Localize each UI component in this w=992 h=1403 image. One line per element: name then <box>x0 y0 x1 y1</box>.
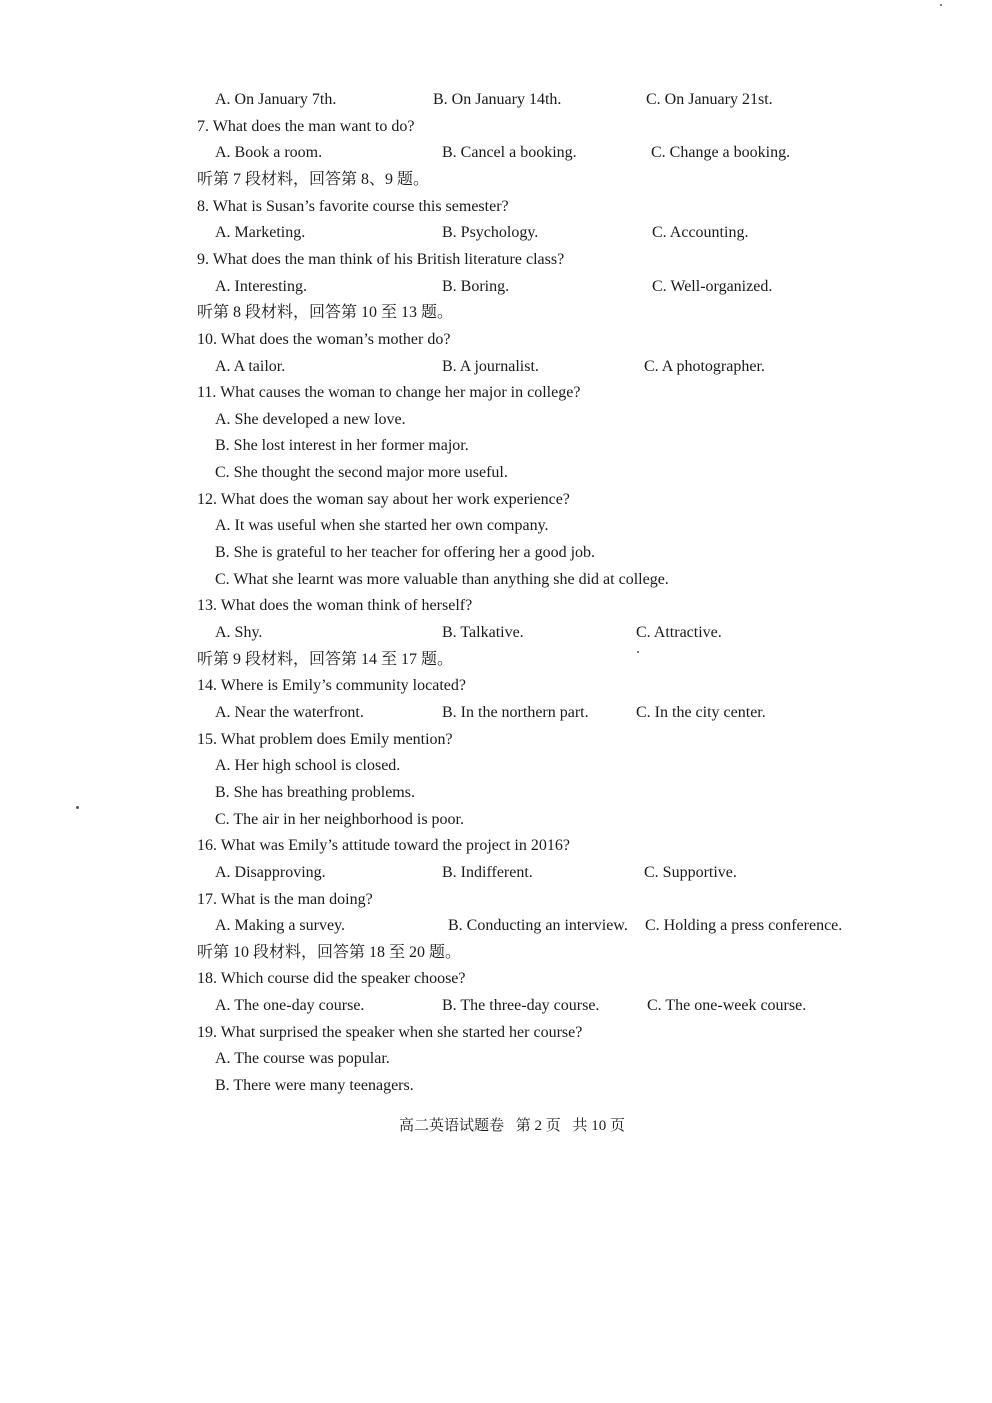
answer-option-a: A. Near the waterfront. <box>215 704 364 721</box>
scan-speck <box>637 651 639 653</box>
section-instruction: 听第 8 段材料，回答第 10 至 13 题。 <box>197 304 454 321</box>
question-text: 18. Which course did the speaker choose? <box>197 970 466 987</box>
answer-option: A. She developed a new love. <box>215 411 406 428</box>
section-instruction: 听第 7 段材料，回答第 8、9 题。 <box>197 171 430 188</box>
question-text: 7. What does the man want to do? <box>197 118 415 135</box>
answer-option-a: A. Book a room. <box>215 144 323 161</box>
answer-option-c: C. Change a booking. <box>651 144 791 161</box>
answer-option: C. The air in her neighborhood is poor. <box>215 811 464 828</box>
question-text: 15. What problem does Emily mention? <box>197 731 453 748</box>
answer-option-b: B. Indifferent. <box>442 864 533 881</box>
answer-option-c: C. Well-organized. <box>652 278 773 295</box>
answer-option: A. Her high school is closed. <box>215 757 401 774</box>
answer-option-c: C. Holding a press conference. <box>645 917 843 934</box>
question-text: 17. What is the man doing? <box>197 891 373 908</box>
question-text: 11. What causes the woman to change her major in college? <box>197 384 581 401</box>
answer-option-b: B. In the northern part. <box>442 704 589 721</box>
answer-option-a: A. Interesting. <box>215 278 307 295</box>
page-footer <box>0 1116 992 1136</box>
question-text: 12. What does the woman say about her work experience? <box>197 491 570 508</box>
footer-total-pages: 共 10 页 <box>572 1118 626 1134</box>
answer-option-a: A. On January 7th. <box>215 91 337 108</box>
answer-option-b: B. Boring. <box>442 278 510 295</box>
answer-option-c: C. Supportive. <box>644 864 737 881</box>
answer-option: C. She thought the second major more useful. <box>215 464 508 481</box>
answer-option-a: A. Making a survey. <box>215 917 346 934</box>
question-text: 9. What does the man think of his British literature class? <box>197 251 565 268</box>
scan-speck <box>76 806 79 809</box>
answer-option-c: C. A photographer. <box>644 358 765 375</box>
section-instruction: 听第 9 段材料，回答第 14 至 17 题。 <box>197 651 454 668</box>
question-text: 16. What was Emily’s attitude toward the project in 2016? <box>197 837 570 854</box>
answer-option-b: B. Cancel a booking. <box>442 144 577 161</box>
answer-option: B. There were many teenagers. <box>215 1077 414 1094</box>
question-text: 13. What does the woman think of herself? <box>197 597 473 614</box>
answer-option-a: A. A tailor. <box>215 358 286 375</box>
answer-option-c: C. Accounting. <box>652 224 749 241</box>
answer-option-a: A. Disapproving. <box>215 864 326 881</box>
answer-option: A. The course was popular. <box>215 1050 390 1067</box>
scan-speck <box>940 4 942 6</box>
answer-option: C. What she learnt was more valuable than anything she did at college. <box>215 571 669 588</box>
question-text: 14. Where is Emily’s community located? <box>197 677 466 694</box>
answer-option-b: B. On January 14th. <box>433 91 562 108</box>
question-text: 8. What is Susan’s favorite course this semester? <box>197 198 509 215</box>
answer-option-b: B. Psychology. <box>442 224 539 241</box>
question-text: 10. What does the woman’s mother do? <box>197 331 451 348</box>
answer-option-b: B. The three-day course. <box>442 997 600 1014</box>
answer-option: B. She lost interest in her former major. <box>215 437 469 454</box>
answer-option-a: A. Shy. <box>215 624 263 641</box>
section-instruction: 听第 10 段材料，回答第 18 至 20 题。 <box>197 944 462 961</box>
answer-option-b: B. A journalist. <box>442 358 539 375</box>
footer-title: 高二英语试题卷 <box>398 1118 504 1134</box>
question-text: 19. What surprised the speaker when she started her course? <box>197 1024 583 1041</box>
answer-option: B. She is grateful to her teacher for offering her a good job. <box>215 544 596 561</box>
answer-option: A. It was useful when she started her own company. <box>215 517 549 534</box>
answer-option: B. She has breathing problems. <box>215 784 415 801</box>
answer-option-c: C. The one-week course. <box>647 997 807 1014</box>
answer-option-a: A. The one-day course. <box>215 997 365 1014</box>
answer-option-c: C. Attractive. <box>636 624 722 641</box>
answer-option-a: A. Marketing. <box>215 224 306 241</box>
answer-option-c: C. On January 21st. <box>646 91 773 108</box>
answer-option-c: C. In the city center. <box>636 704 766 721</box>
answer-option-b: B. Conducting an interview. <box>448 917 628 934</box>
footer-page-number: 第 2 页 <box>515 1118 561 1134</box>
answer-option-b: B. Talkative. <box>442 624 524 641</box>
